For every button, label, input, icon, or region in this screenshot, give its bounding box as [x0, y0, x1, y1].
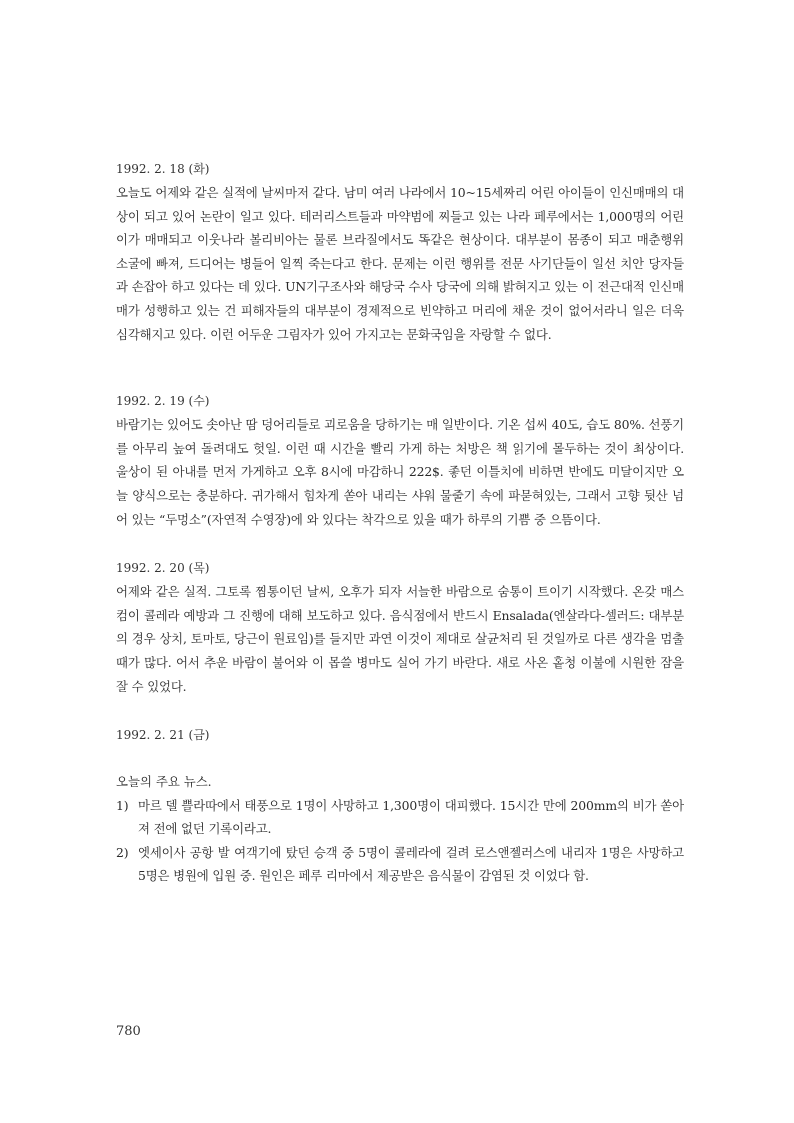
entry-text: 바람기는 있어도 솟아난 땀 덩어리들로 괴로움을 당하기는 매 일반이다. 기온 섭씨 40도, 습도 80%. 선풍기를 아무리 높여 돌려대도 헛일. 이런 때 시간을 빨리 가게 하는 처방은 책 읽기에 몰두하는 것이 최상이다. 울상이 된 아내를 먼저 가게하고 오후 8시에 마감하니 222$. 좋던 이틀치에 비하면 반에도 미달이지만 오늘 양식으로는 충분하다. 귀가해서 힘차게 쏟아 내리는 샤워 물줄기 속에 파묻혀있는, 그래서 고향 뒷산 넘어 있는 “두멍소”(자연적 수영장)에 와 있다는 착각으로 있을 때가 하루의 기쁨 중 으뜸이다.: [116, 417, 684, 527]
entry-date: 1992. 2. 18 (화): [116, 162, 210, 176]
entry-date: 1992. 2. 19 (수): [116, 394, 210, 409]
news-intro: 오늘의 주요 뉴스.: [116, 774, 212, 790]
news-item-text: 엣세이사 공항 발 여객기에 탔던 승객 중 5명이 콜레라에 걸려 로스앤젤러스에 내리자 1명은 사망하고 5명은 병원에 입원 중. 원인은 페루 리마에서 제공받은 음식물이 감염된 것 이었다 함.: [138, 844, 684, 884]
diary-page: [116, 158, 684, 888]
entry-text: 오늘도 어제와 같은 실적에 날씨마저 같다. 남미 여러 나라에서 10~15세짜리 어린 아이들이 인신매매의 대상이 되고 있어 논란이 일고 있다. 테러리스트들과 마약범에 찌들고 있는 나라 페루에서는 1,000명의 어린이가 매매되고 이웃나라 볼리비아는 물론 브라질에서도 똑같은 현상이다. 대부분이 몸종이 되고 매춘행위 소굴에 빠져, 드디어는 병들어 일찍 죽는다고 한다. 문제는 이런 행위를 전문 사기단들이 일선 치안 당자들과 손잡아 하고 있다는 데 있다. UN기구조사와 해당국 수사 당국에 의해 밝혀지고 있는 이 전근대적 인신매매가 성행하고 있는 건 피해자들의 대부분이 경제적으로 빈약하고 머리에 채운 것이 없어서라니 일은 더욱 심각해지고 있다. 이런 어두운 그림자가 있어 가지고는 문화국임을 자랑할 수 없다.: [116, 185, 684, 342]
news-item: [116, 841, 684, 888]
entry-date: 1992. 2. 21 (금): [116, 728, 210, 743]
diary-entry-1992-02-21: [116, 724, 684, 888]
news-item: [116, 794, 684, 841]
entry-date: 1992. 2. 20 (목): [116, 561, 210, 576]
news-item-text: 마르 델 쁠라따에서 태풍으로 1명이 사망하고 1,300명이 대피했다. 15시간 만에 200mm의 비가 쏟아져 전에 없던 기록이라고.: [138, 797, 684, 837]
news-item-number: 1): [116, 797, 129, 813]
diary-entry-1992-02-18: [116, 158, 684, 346]
news-item-number: 2): [116, 844, 129, 860]
page-number: 780: [116, 1024, 141, 1039]
entry-text: 어제와 같은 실적. 그토록 찜통이던 날씨, 오후가 되자 서늘한 바람으로 숨통이 트이기 시작했다. 온갖 매스컴이 콜레라 예방과 그 진행에 대해 보도하고 있다. 음식점에서 반드시 Ensalada(엔살라다-셀러드: 대부분의 경우 상치, 토마토, 당근이 원료임)를 들지만 과연 이것이 제대로 살균처리 된 것일까로 다른 생각을 멈출 때가 많다. 어서 추운 바람이 불어와 이 몹쓸 병마도 실어 가기 바란다. 새로 사온 홑청 이불에 시원한 잠을 잘 수 있었다.: [116, 584, 684, 694]
diary-entry-1992-02-20: [116, 557, 684, 698]
news-list: [116, 794, 684, 888]
diary-entry-1992-02-19: [116, 390, 684, 531]
